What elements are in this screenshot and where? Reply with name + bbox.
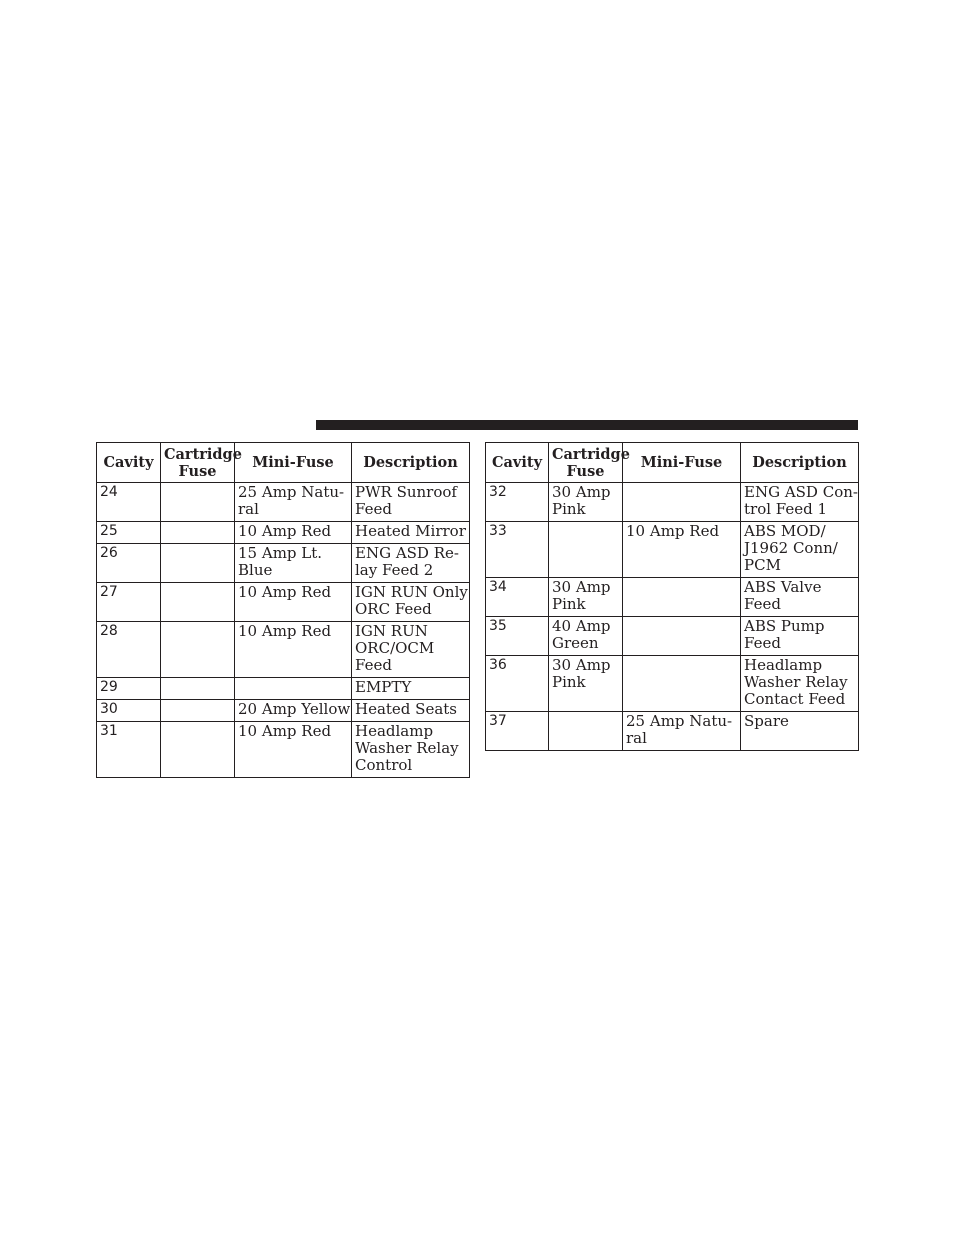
description-cell: Heated Seats — [352, 700, 470, 722]
mini-fuse-cell — [623, 656, 741, 712]
mini-fuse-cell: 10 Amp Red — [235, 622, 352, 678]
mini-fuse-cell: 10 Amp Red — [235, 722, 352, 778]
description-cell: ABS Valve Feed — [741, 578, 859, 617]
table-row — [97, 583, 470, 622]
description-cell: ABS Pump Feed — [741, 617, 859, 656]
header-mini-fuse: Mini-Fuse — [235, 443, 352, 483]
description-cell: ENG ASD Con- trol Feed 1 — [741, 483, 859, 522]
table-row — [486, 617, 859, 656]
cavity-cell: 37 — [486, 712, 549, 751]
header-description: Description — [352, 443, 470, 483]
cartridge-fuse-cell — [161, 583, 235, 622]
description-cell: IGN RUN Only ORC Feed — [352, 583, 470, 622]
cartridge-fuse-cell: 30 Amp Pink — [549, 578, 623, 617]
cavity-cell: 35 — [486, 617, 549, 656]
cartridge-fuse-cell — [549, 712, 623, 751]
cavity-cell: 28 — [97, 622, 161, 678]
fuse-table-left — [96, 442, 470, 778]
cavity-cell: 36 — [486, 656, 549, 712]
description-cell: Headlamp Washer Relay Control — [352, 722, 470, 778]
header-description: Description — [741, 443, 859, 483]
description-cell: EMPTY — [352, 678, 470, 700]
table-row — [97, 700, 470, 722]
cartridge-fuse-cell — [161, 678, 235, 700]
cartridge-fuse-cell — [161, 544, 235, 583]
table-row — [97, 722, 470, 778]
cavity-cell: 32 — [486, 483, 549, 522]
cavity-cell: 25 — [97, 522, 161, 544]
fuse-table-right — [485, 442, 859, 751]
description-cell: ABS MOD/ J1962 Conn/ PCM — [741, 522, 859, 578]
section-header-bar — [316, 420, 858, 430]
cavity-cell: 34 — [486, 578, 549, 617]
cartridge-fuse-cell — [161, 483, 235, 522]
header-mini-fuse: Mini-Fuse — [623, 443, 741, 483]
header-cartridge-fuse: Cartridge Fuse — [161, 443, 235, 483]
table-row — [97, 544, 470, 583]
table-row — [97, 678, 470, 700]
mini-fuse-cell: 20 Amp Yellow — [235, 700, 352, 722]
description-cell: Spare — [741, 712, 859, 751]
description-cell: PWR Sunroof Feed — [352, 483, 470, 522]
cartridge-fuse-cell: 40 Amp Green — [549, 617, 623, 656]
cavity-cell: 31 — [97, 722, 161, 778]
cavity-cell: 29 — [97, 678, 161, 700]
mini-fuse-cell: 15 Amp Lt. Blue — [235, 544, 352, 583]
mini-fuse-cell: 10 Amp Red — [235, 583, 352, 622]
mini-fuse-cell — [235, 678, 352, 700]
description-cell: Headlamp Washer Relay Contact Feed — [741, 656, 859, 712]
cavity-cell: 26 — [97, 544, 161, 583]
table-row — [97, 522, 470, 544]
header-cavity: Cavity — [97, 443, 161, 483]
cartridge-fuse-cell — [549, 522, 623, 578]
description-cell: IGN RUN ORC/OCM Feed — [352, 622, 470, 678]
mini-fuse-cell: 25 Amp Natu- ral — [235, 483, 352, 522]
table-row — [97, 622, 470, 678]
table-row — [486, 578, 859, 617]
cavity-cell: 33 — [486, 522, 549, 578]
description-cell: ENG ASD Re- lay Feed 2 — [352, 544, 470, 583]
cavity-cell: 27 — [97, 583, 161, 622]
cavity-cell: 30 — [97, 700, 161, 722]
header-cartridge-fuse: Cartridge Fuse — [549, 443, 623, 483]
table-header-row — [486, 443, 859, 483]
table-row — [97, 483, 470, 522]
cartridge-fuse-cell — [161, 722, 235, 778]
cartridge-fuse-cell: 30 Amp Pink — [549, 483, 623, 522]
mini-fuse-cell: 10 Amp Red — [235, 522, 352, 544]
cartridge-fuse-cell — [161, 622, 235, 678]
table-header-row — [97, 443, 470, 483]
cavity-cell: 24 — [97, 483, 161, 522]
table-row — [486, 656, 859, 712]
mini-fuse-cell — [623, 578, 741, 617]
cartridge-fuse-cell — [161, 700, 235, 722]
cartridge-fuse-cell: 30 Amp Pink — [549, 656, 623, 712]
mini-fuse-cell — [623, 617, 741, 656]
table-row — [486, 522, 859, 578]
mini-fuse-cell — [623, 483, 741, 522]
mini-fuse-cell: 25 Amp Natu- ral — [623, 712, 741, 751]
mini-fuse-cell: 10 Amp Red — [623, 522, 741, 578]
table-row — [486, 712, 859, 751]
description-cell: Heated Mirror — [352, 522, 470, 544]
table-row — [486, 483, 859, 522]
header-cavity: Cavity — [486, 443, 549, 483]
cartridge-fuse-cell — [161, 522, 235, 544]
